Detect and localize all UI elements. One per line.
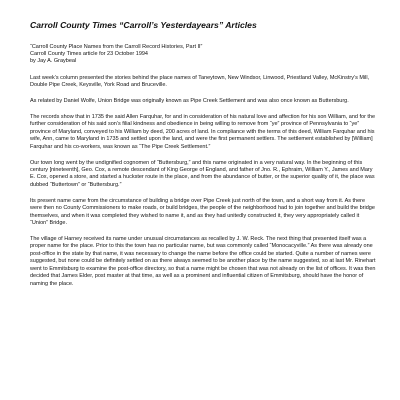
article-page <box>30 20 376 296</box>
article-title: “Carroll County Place Names from the Carroll Record Histories, Part II” <box>30 44 203 50</box>
byline: by Jay A. Graybeal <box>30 58 77 65</box>
paragraph-union-bridge: As related by Daniel Wolfe, Union Bridge was originally known as Pipe Creek Settlement and was also once known as Buttersburg. <box>30 98 349 105</box>
paragraph-buttersburg: Our town long went by the undignified cognomen of “Buttersburg,” and this name originated in a very natural way. In the beginning of this century [nineteenth], Geo. Cox, a remote descendant of King George of England, and father of Jno. R., Ephraim, William Y., James and Mary E. Cox, opened a store, and started a huckster route in the place, and from the abundance of butter, or the superior quality of it, the place was dubbed “Buttertown” or “Buttersburg.” <box>30 159 375 188</box>
paragraph-intro: Last week’s column presented the stories behind the place names of Taneytown, New Windsor, Linwood, Priestland Valley, McKinstry’s Mill, Double Pipe Creek, Keysville, York Road and Bruceville. <box>30 74 370 89</box>
page-bottom-fade <box>0 386 400 400</box>
document-title: Carroll County Times “Carroll’s Yesterdayears” Articles <box>30 20 257 30</box>
source-line: Carroll County Times article for 23 October 1994 <box>30 51 148 58</box>
paragraph-farquhar: The records show that in 1735 the said Allen Farquhar, for and in consideration of his natural love and affection for his son William, and for the further consideration of his said son’s filial kindness and obedience in being willing to remove from “ye” province of Pennsylvania to “ye” province of Maryland, conveyed to his William by deed, 200 acres of land. In compliance with the terms of this deed, William Farquhar and his wife, Ann, came to Maryland in 1735 and settled upon the land, and were the first permanent settlers. The settlement established by [William] Farquhar and his co-workers, was known as “The Pipe Creek Settlement.” <box>30 114 376 150</box>
article-meta <box>30 44 376 66</box>
paragraph-bridge-name: Its present name came from the circumstance of building a bridge over Pipe Creek just north of the town, and a short way from it. As there were then no County Commissioners to make roads, or build bridges, the people of the neighborhood had to join together and build the bridge themselves, and when it was completed they wished to name it, and as they had unitedly constructed it, they very appropriately called it “Union” Bridge. <box>30 197 375 227</box>
paragraph-harney: The village of Harney received its name under unusual circumstances as recalled by J. W. Reck. The next thing that presented itself was a proper name for the place. Prior to this the town has no particular name, but was commonly called “Monocacyville.” As there was already one post-office in the state by that name, it was necessary to change the name before the office could be started. Quite a number of names were suggested, but none could be definitely settled on as there always seemed to be another place by the name suggested, so at last Mr. Rinehart went to Emmitsburg to examine the post-office directory, so that a name might be chosen that was not already on the list of offices. It was then decided that James Elder, post master at that time, as well as a prominent and influential citizen of Emmitsburg, should have the honor of naming the place. <box>30 236 376 287</box>
